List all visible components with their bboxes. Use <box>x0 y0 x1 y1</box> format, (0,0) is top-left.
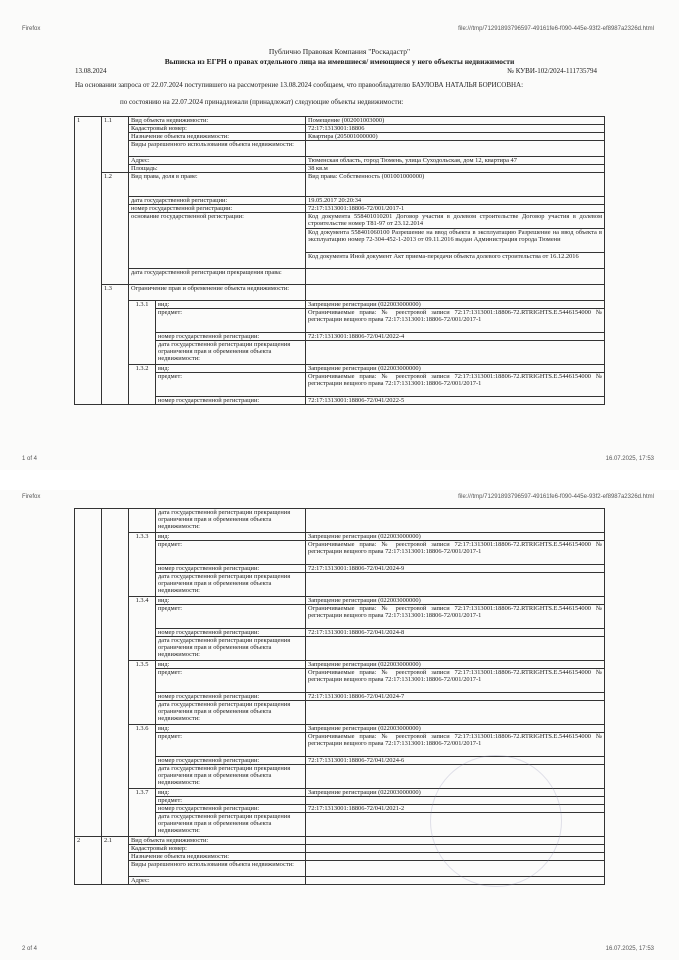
table-row <box>75 725 605 733</box>
section-number: 1.2 <box>102 173 129 285</box>
label-right-kind: Вид права, доля в праве: <box>129 173 306 197</box>
section-continued <box>102 509 129 837</box>
label-subject: предмет: <box>156 797 306 805</box>
value-enc-termination <box>306 509 605 533</box>
label-purpose: Назначение объекта недвижимости: <box>129 853 306 861</box>
print-timestamp: 16.07.2025, 17:53 <box>605 456 654 462</box>
value-purpose: Квартира (205001000000) <box>306 133 605 141</box>
value-subject: Ограничиваемые права: № реестровой записи 72:17:1313001:18806-72.RTRIGHTS.E.5446154000 № регистрации вещного права 72:17:1313001:18806-72/001/2017-1 <box>306 541 605 565</box>
value-enc-reg-number: 72:17:1313001:18806-72/041/2024-9 <box>306 565 605 573</box>
table-row <box>75 141 605 157</box>
intro-status-text: по состоянию на 22.07.2024 принадлежали (принадлежат) следующие объекты недвижимости: <box>120 98 404 106</box>
value-right-kind: Вид права: Собственность (001001000000) <box>306 173 605 197</box>
table-row <box>75 269 605 285</box>
browser-name: Firefox <box>22 26 41 32</box>
value-kind: Запрещение регистрации (022003000000) <box>306 301 605 309</box>
page-counter: 2 of 4 <box>22 946 38 952</box>
page-counter: 1 of 4 <box>22 456 38 462</box>
label-enc-termination: дата государственной регистрации прекращения ограничения прав и обременения объекта недвижимости: <box>156 813 306 837</box>
label-reg-date: дата государственной регистрации: <box>129 197 306 205</box>
value-kind: Запрещение регистрации (022003000000) <box>306 597 605 605</box>
file-url[interactable]: file:///tmp/71291893796597-49161fe6-f090-445e-93f2-ef8987a2326d.html <box>458 494 654 500</box>
table-row <box>75 165 605 173</box>
label-enc-reg-number: номер государственной регистрации: <box>156 693 306 701</box>
label-enc-reg-number: номер государственной регистрации: <box>156 805 306 813</box>
value-basis-1: Код документа 558401010201 Договор участия в долевом строительстве Договор участия в долевом строительстве номер Т81-97 от 23.12.2014 <box>306 213 605 229</box>
label-address: Адрес: <box>129 877 306 885</box>
value-enc-reg-number: 72:17:1313001:18806-72/041/2024-8 <box>306 629 605 637</box>
label-subject: предмет: <box>156 733 306 757</box>
table-row <box>75 125 605 133</box>
faint-stamp-mark <box>430 755 562 887</box>
value-enc-reg-number: 72:17:1313001:18806-72/041/2024-6 <box>306 757 605 765</box>
intro-text: На основании запроса от 22.07.2024 поступившего на рассмотрение 13.08.2024 сообщаем, что правообладателю БАУЛОВА НАТАЛЬЯ БОРИСОВНА: <box>75 81 524 89</box>
value-subject: Ограничиваемые права: № реестровой записи 72:17:1313001:18806-72.RTRIGHTS.E.5446154000 № регистрации вещного права 72:17:1313001:18806-72/001/2017-1 <box>306 669 605 693</box>
label-subject: предмет: <box>156 605 306 629</box>
table-row <box>75 533 605 541</box>
document-date: 13.08.2024 <box>75 67 107 75</box>
encumbrance-number: 1.3.3 <box>129 533 156 597</box>
table-row <box>75 597 605 605</box>
label-purpose: Назначение объекта недвижимости: <box>129 133 306 141</box>
label-object-type: Вид объекта недвижимости: <box>129 837 306 845</box>
label-enc-termination: дата государственной регистрации прекращения ограничения прав и обременения объекта недвижимости: <box>156 573 306 597</box>
label-area: Площадь: <box>129 165 306 173</box>
encumbrance-number: 1.3.7 <box>129 789 156 837</box>
table-row <box>75 133 605 141</box>
page-separator <box>0 470 679 490</box>
encumbrance-continued <box>129 509 156 533</box>
document-number: № КУВИ-102/2024-111735794 <box>507 67 597 75</box>
label-kind: вид: <box>156 533 306 541</box>
browser-name: Firefox <box>22 494 41 500</box>
table-row <box>75 509 605 533</box>
file-url[interactable]: file:///tmp/71291893796597-49161fe6-f090-445e-93f2-ef8987a2326d.html <box>458 26 654 32</box>
value-address: Тюменская область, город Тюмень, улица Суходольская, дом 12, квартира 47 <box>306 157 605 165</box>
value-subject: Ограничиваемые права: № реестровой записи 72:17:1313001:18806-72.RTRIGHTS.E.5446154000 № регистрации вещного права 72:17:1313001:18806-72/001/2017-1 <box>306 605 605 629</box>
encumbrance-number: 1.3.6 <box>129 725 156 789</box>
value-enc-reg-number: 72:17:1313001:18806-72/041/2021-2 <box>306 805 605 813</box>
value-kind: Запрещение регистрации (022003000000) <box>306 725 605 733</box>
value-subject: Ограничиваемые права: № реестровой записи 72:17:1313001:18806-72.RTRIGHTS.E.5446154000 № регистрации вещного права 72:17:1313001:18806-72/001/2017-1 <box>306 733 605 757</box>
value-enc-termination <box>306 341 605 365</box>
table-row <box>75 157 605 165</box>
table-row <box>75 661 605 669</box>
section-number: 1.3 <box>102 285 129 405</box>
label-enc-termination: дата государственной регистрации прекращения ограничения прав и обременения объекта недвижимости: <box>156 637 306 661</box>
label-kind: вид: <box>156 301 306 309</box>
table-row <box>75 365 605 373</box>
value-kind: Запрещение регистрации (022003000000) <box>306 789 605 797</box>
label-enc-reg-number: номер государственной регистрации: <box>156 333 306 341</box>
value-area: 38 кв.м <box>306 165 605 173</box>
table-row <box>75 117 605 125</box>
encumbrance-number: 1.3.4 <box>129 597 156 661</box>
value-kind: Запрещение регистрации (022003000000) <box>306 533 605 541</box>
object-index: 1 <box>75 117 102 405</box>
document-page-1 <box>0 0 679 470</box>
label-enc-termination: дата государственной регистрации прекращения ограничения прав и обременения объекта недвижимости: <box>156 509 306 533</box>
value-subject: Ограничиваемые права: № реестровой записи 72:17:1313001:18806-72.RTRIGHTS.E.5446154000 № регистрации вещного права 72:17:1313001:18806-72/001/2017-1 <box>306 309 605 333</box>
value-basis-2: Код документа 558401060100 Разрешение на ввод объекта в эксплуатацию Разрешение на ввод объекта в эксплуатацию номер 72-304-452-1-2013 от 09.11.2016 выдан Администрация города Тюмени <box>306 229 605 253</box>
encumbrance-number: 1.3.1 <box>129 301 156 365</box>
value-termination-date <box>306 269 605 285</box>
label-subject: предмет: <box>156 309 306 333</box>
label-address: Адрес: <box>129 157 306 165</box>
label-cadastral: Кадастровый номер: <box>129 125 306 133</box>
label-termination-date: дата государственной регистрации прекращения права: <box>129 269 306 285</box>
table-row <box>75 285 605 301</box>
label-permitted-use: Виды разрешенного использования объекта недвижимости: <box>129 861 306 877</box>
value-enc-termination <box>306 573 605 597</box>
value-enc-reg-number: 72:17:1313001:18806-72/041/2024-7 <box>306 693 605 701</box>
print-timestamp: 16.07.2025, 17:53 <box>605 946 654 952</box>
label-encumbrance-header: Ограничение прав и обременение объекта недвижимости: <box>129 285 306 301</box>
value-reg-date: 19.05.2017 20:20:34 <box>306 197 605 205</box>
label-enc-termination: дата государственной регистрации прекращения ограничения прав и обременения объекта недвижимости: <box>156 341 306 365</box>
label-subject: предмет: <box>156 373 306 397</box>
label-enc-reg-number: номер государственной регистрации: <box>156 565 306 573</box>
label-permitted-use: Виды разрешенного использования объекта недвижимости: <box>129 141 306 157</box>
label-enc-reg-number: номер государственной регистрации: <box>156 629 306 637</box>
value-kind: Запрещение регистрации (022003000000) <box>306 365 605 373</box>
section-number: 2.1 <box>102 837 129 885</box>
value-basis-3: Код документа Иной документ Акт приема-передачи объекта долевого строительства от 16.12.2016 <box>306 253 605 269</box>
label-reg-number: номер государственной регистрации: <box>129 205 306 213</box>
encumbrance-number: 1.3.5 <box>129 661 156 725</box>
label-enc-termination: дата государственной регистрации прекращения ограничения прав и обременения объекта недвижимости: <box>156 765 306 789</box>
value-subject: Ограничиваемые права: № реестровой записи 72:17:1313001:18806-72.RTRIGHTS.E.5446154000 № регистрации вещного права 72:17:1313001:18806-72/001/2017-1 <box>306 373 605 397</box>
table-row <box>75 173 605 197</box>
label-kind: вид: <box>156 725 306 733</box>
value-encumbrance-header <box>306 285 605 301</box>
section-number: 1.1 <box>102 117 129 173</box>
document-title: Выписка из ЕГРН о правах отдельного лица на имевшиеся/ имеющиеся у него объекты недвижимости <box>164 57 515 66</box>
document-page-2 <box>0 490 679 960</box>
value-enc-termination <box>306 637 605 661</box>
label-kind: вид: <box>156 365 306 373</box>
table-row <box>75 197 605 205</box>
object-index-continued <box>75 509 102 837</box>
label-kind: вид: <box>156 597 306 605</box>
table-row <box>75 205 605 213</box>
table-row <box>75 301 605 309</box>
label-enc-reg-number: номер государственной регистрации: <box>156 757 306 765</box>
value-kind: Запрещение регистрации (022003000000) <box>306 661 605 669</box>
encumbrance-number: 1.3.2 <box>129 365 156 405</box>
label-enc-termination: дата государственной регистрации прекращения ограничения прав и обременения объекта недвижимости: <box>156 701 306 725</box>
value-permitted-use <box>306 141 605 157</box>
value-cadastral: 72:17:1313001:18806 <box>306 125 605 133</box>
value-enc-termination <box>306 701 605 725</box>
value-enc-reg-number: 72:17:1313001:18806-72/041/2022-4 <box>306 333 605 341</box>
label-subject: предмет: <box>156 669 306 693</box>
value-enc-reg-number: 72:17:1313001:18806-72/041/2022-5 <box>306 397 605 405</box>
table-row <box>75 213 605 229</box>
value-object-type: Помещение (002001003000) <box>306 117 605 125</box>
label-basis: основание государственной регистрации: <box>129 213 306 269</box>
object-index: 2 <box>75 837 102 885</box>
label-kind: вид: <box>156 661 306 669</box>
registry-table-page-1 <box>74 116 605 405</box>
value-reg-number: 72:17:1313001:18806-72/001/2017-1 <box>306 205 605 213</box>
label-kind: вид: <box>156 789 306 797</box>
value-address <box>306 877 605 885</box>
label-enc-reg-number: номер государственной регистрации: <box>156 397 306 405</box>
label-subject: предмет: <box>156 541 306 565</box>
company-name: Публично Правовая Компания "Роскадастр" <box>268 47 411 56</box>
label-cadastral: Кадастровый номер: <box>129 845 306 853</box>
label-object-type: Вид объекта недвижимости: <box>129 117 306 125</box>
